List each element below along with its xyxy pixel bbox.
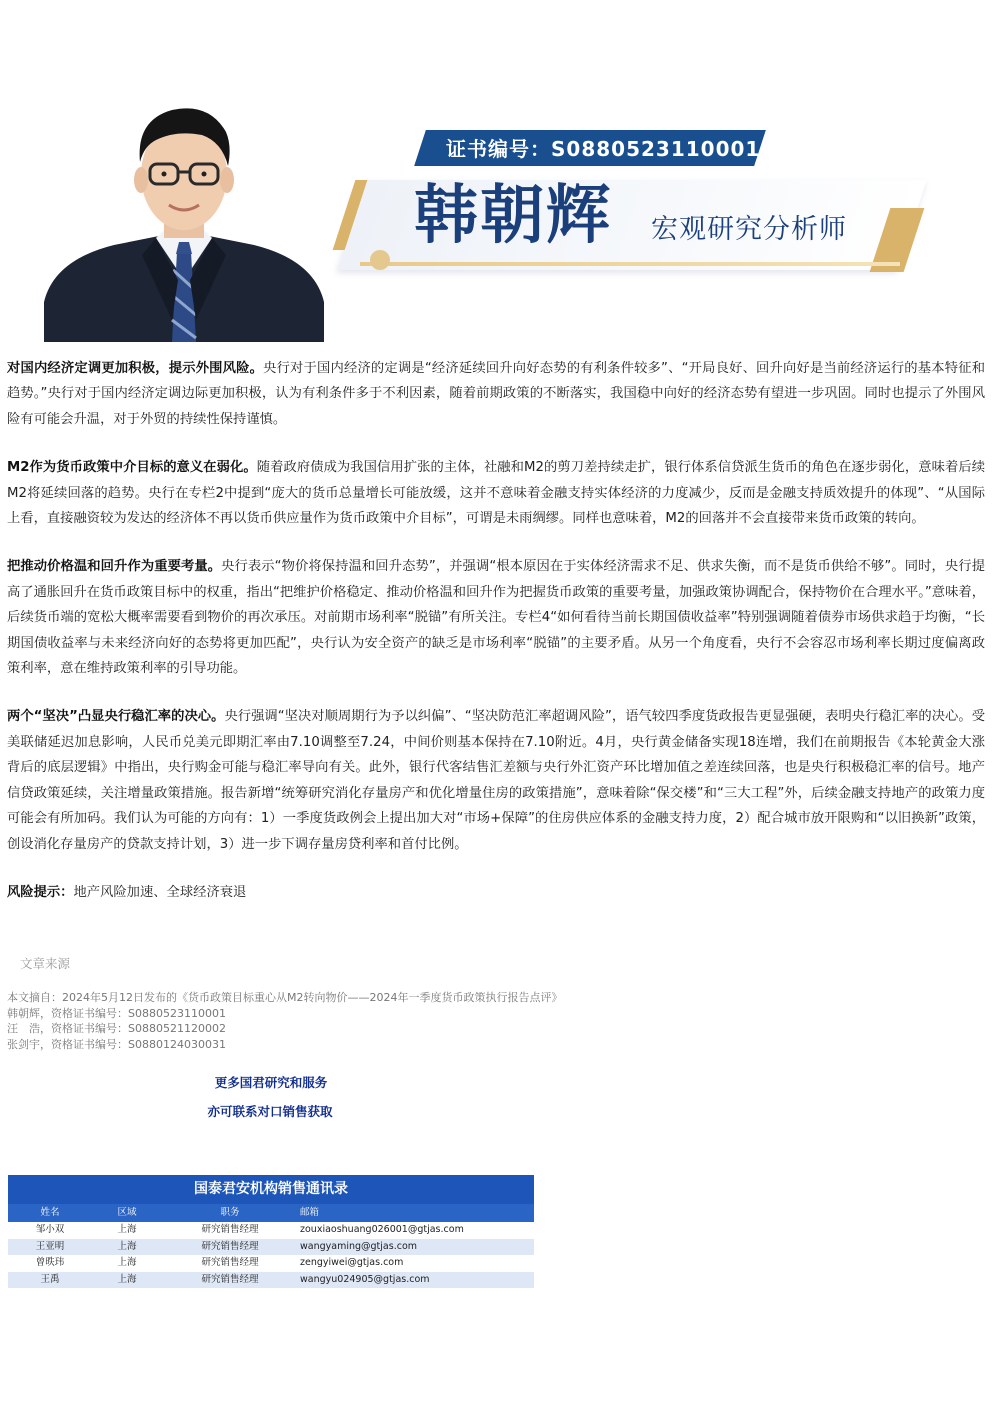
cell-title: 研究销售经理 (201, 1224, 259, 1235)
directory-header-row (8, 1204, 534, 1222)
cert-number: 证书编号：S0880523110001 (446, 137, 761, 161)
cell-email: zengyiwei@gtjas.com (300, 1257, 404, 1268)
paragraph-text: 地产风险加速、全球经济衰退 (73, 884, 247, 900)
paragraph-lead: 把推动价格温和回升作为重要考量。 (7, 559, 222, 575)
table-row (8, 1272, 534, 1289)
table-row (8, 1255, 534, 1272)
cell-title: 研究销售经理 (201, 1273, 259, 1285)
source-line: 本文摘自：2024年5月12日发布的《货币政策目标重心从M2转向物价——2024年一季度货币政策执行报告点评》 (7, 991, 563, 1004)
paragraph-lead: 两个“坚决”凸显央行稳汇率的决心。 (7, 709, 225, 725)
cell-name: 王亚明 (35, 1240, 65, 1252)
paragraph-lead: 对国内经济定调更加积极，提示外围风险。 (7, 361, 264, 376)
paragraph-economy (7, 356, 985, 432)
header-title: 职务 (220, 1207, 240, 1218)
source-meta (7, 990, 707, 1053)
article-body (7, 356, 985, 928)
cell-email: zouxiaoshuang026001@gtjas.com (300, 1224, 464, 1235)
paragraph-text: 随着政府债成为我国信用扩张的主体，社融和M2的剪刀差持续走扩，银行体系信贷派生货币的角色在逐步弱化，意味着后续M2将延续回落的趋势。央行在专栏2中提到“庞大的货币总量增长可能放缓，这并不意味着金融支持实体经济的力度减少，反而是金融支持质效提升的体现”、“从国际上看，直接融资较为发达的经济体不再以货币供应量作为货币政策中介目标”，可谓是未雨绸缪。同样也意味着，M2的回落并不会直接带来货币政策的转向。 (7, 460, 985, 527)
cell-name: 曾昳玮 (35, 1257, 65, 1268)
analyst-role: 宏观研究分析师 (651, 214, 847, 245)
cell-region: 上海 (117, 1257, 137, 1268)
analyst-banner (0, 0, 992, 345)
cell-email: wangyu024905@gtjas.com (300, 1273, 430, 1285)
gold-underline (360, 262, 900, 266)
sales-directory (8, 1175, 534, 1289)
paragraph-price (7, 554, 985, 681)
paragraph-risk (7, 880, 985, 905)
cell-name: 王禹 (40, 1273, 60, 1285)
source-label: 文章来源 (20, 956, 71, 971)
promo-line-1: 更多国君研究和服务 (214, 1075, 328, 1090)
source-line: 韩朝辉，资格证书编号：S0880523110001 (7, 1006, 226, 1020)
cell-region: 上海 (117, 1240, 137, 1252)
paragraph-lead: 风险提示： (7, 884, 74, 900)
analyst-name: 韩朝辉 (414, 179, 612, 253)
table-row (8, 1239, 534, 1256)
paragraph-fx (7, 704, 985, 856)
paragraph-lead: M2作为货币政策中介目标的意义在弱化。 (7, 460, 257, 476)
directory-title: 国泰君安机构销售通讯录 (8, 1175, 534, 1204)
header-email: 邮箱 (300, 1207, 320, 1218)
source-line: 汪 浩，资格证书编号：S0880521120002 (7, 1022, 226, 1036)
cell-title: 研究销售经理 (201, 1240, 259, 1252)
header-region: 区域 (117, 1207, 137, 1218)
paragraph-text: 央行强调“坚决对顺周期行为予以纠偏”、“坚决防范汇率超调风险”，语气较四季度货政报告更显强硬，表明央行稳汇率的决心。受美联储延迟加息影响，人民币兑美元即期汇率由7.10调整至7.24，中间价则基本保持在7.10附近。4月，央行黄金储备实现18连增，我们在前期报告《本轮黄金大涨背后的底层逻辑》中指出，央行购金可能与稳汇率导向有关。此外，银行代客结售汇差额与央行外汇资产环比增加值之差连续回落，也是央行积极稳汇率的信号。地产信贷政策延续，关注增量政策措施。报告新增“统筹研究消化存量房产和优化增量住房的政策措施”，意味着除“保交楼”和“三大工程”外，后续金融支持地产的政策力度可能会有所加码。我们认为可能的方向有：1）一季度货政例会上提出加大对“市场+保障”的住房供应体系的金融支持力度，2）配合城市放开限购和“以旧换新”政策，创设消化存量房产的贷款支持计划，3）进一步下调存量房贷利率和首付比例。 (7, 709, 985, 852)
cell-email: wangyaming@gtjas.com (300, 1240, 418, 1252)
cell-region: 上海 (117, 1224, 137, 1235)
gold-dot (370, 250, 390, 270)
promo-line-2: 亦可联系对口销售获取 (207, 1104, 333, 1119)
cell-title: 研究销售经理 (201, 1257, 259, 1268)
source-line: 张剑宇，资格证书编号：S0880124030031 (7, 1038, 226, 1052)
paragraph-m2 (7, 455, 985, 531)
analyst-portrait (44, 80, 324, 342)
cell-region: 上海 (117, 1273, 137, 1285)
paragraph-text: 央行表示“物价将保持温和回升态势”，并强调“根本原因在于实体经济需求不足、供求失衡，而不是货币供给不够”。同时，央行提高了通胀回升在货币政策目标中的权重，指出“把维护价格稳定、推动价格温和回升作为把握货币政策的重要考量，加强政策协调配合，保持物价在合理水平。”意味着，后续货币端的宽松大概率需要看到物价的再次承压。对前期市场利率“脱锚”有所关注。专栏4“如何看待当前长期国债收益率”特别强调随着债券市场供求趋于均衡，“长期国债收益率与未来经济向好的态势将更加匹配”，央行认为安全资产的缺乏是市场利率“脱锚”的主要矛盾。从另一个角度看，央行不会容忍市场利率长期过度偏离政策利率，意在维持政策利率的引导功能。 (7, 559, 985, 677)
paragraph-text: 央行对于国内经济的定调是“经济延续回升向好态势的有利条件较多”、“开局良好、回升向好是当前经济运行的基本特征和趋势。”央行对于国内经济定调边际更加积极，认为有利条件多于不利因素，随着前期政策的不断落实，我国稳中向好的经济态势有望进一步巩固。同时也提示了外围风险有可能会升温，对于外贸的持续性保持谨慎。 (7, 361, 985, 427)
header-name: 姓名 (40, 1207, 60, 1218)
table-row (8, 1222, 534, 1239)
cell-name: 邹小双 (35, 1224, 65, 1235)
